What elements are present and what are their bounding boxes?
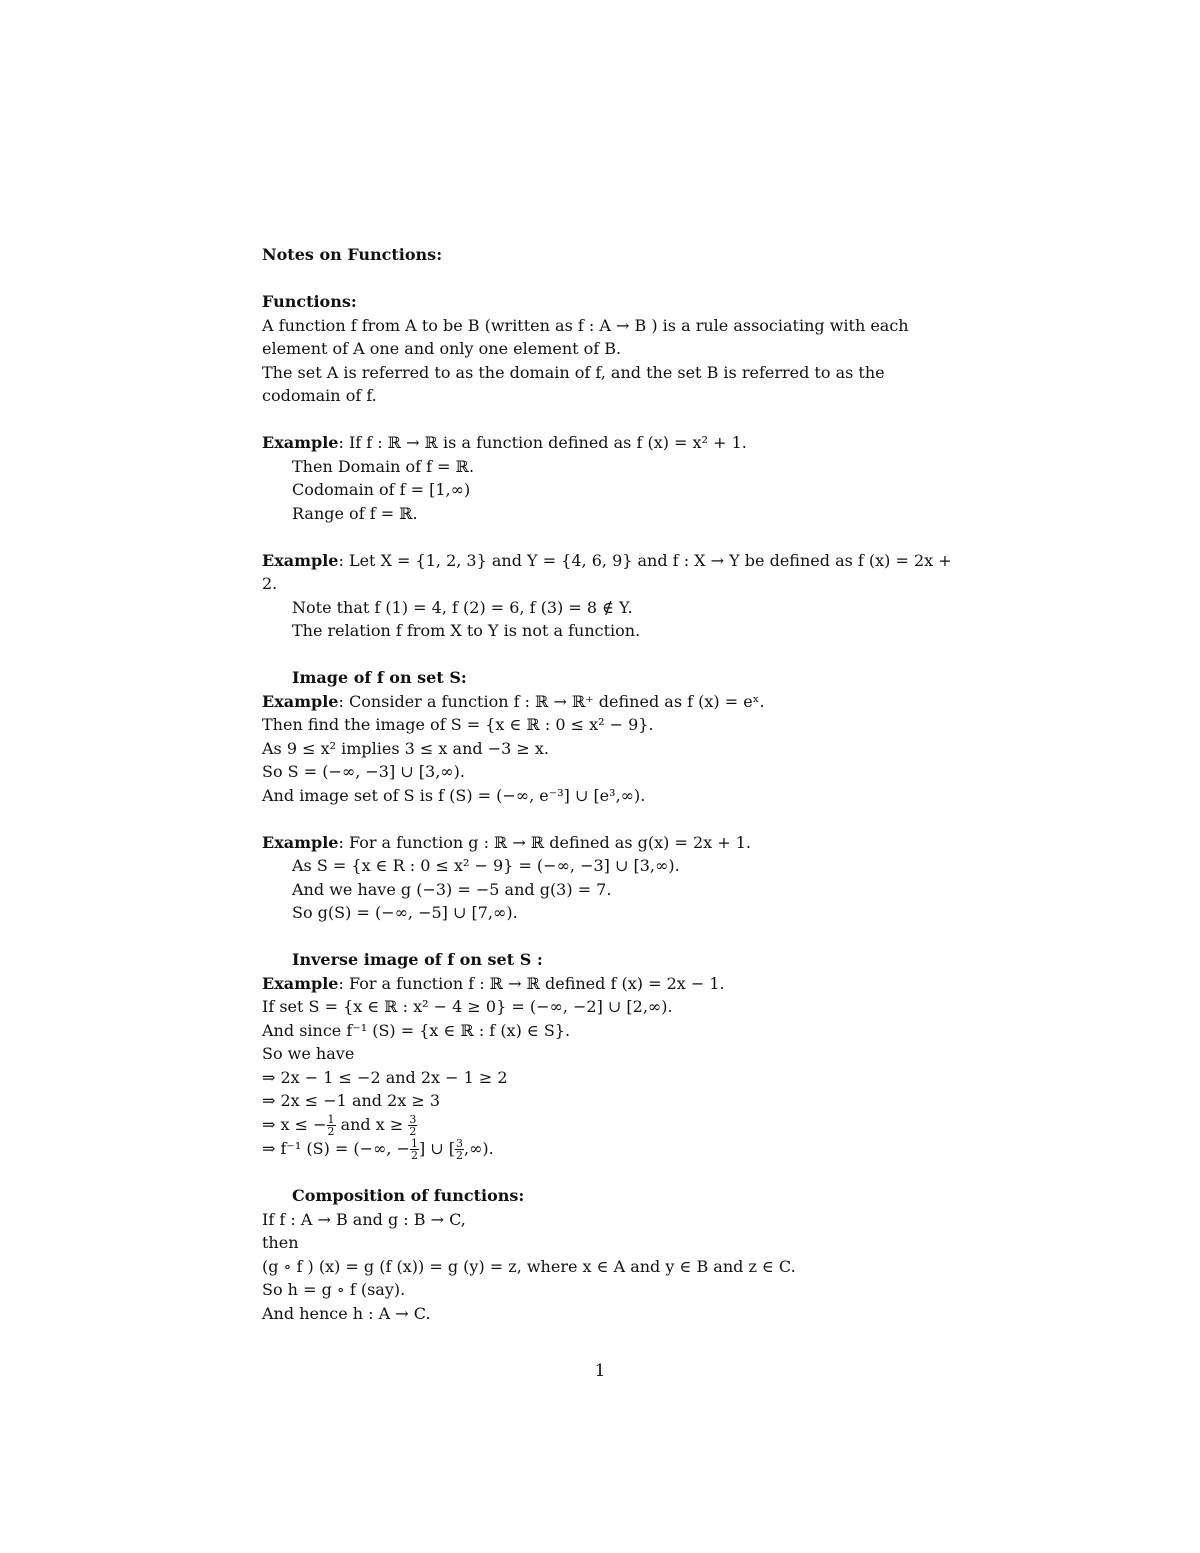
fraction-line-middle: ] ∪ [	[418, 1138, 455, 1158]
example-1-statement	[262, 431, 952, 455]
example-1	[262, 431, 952, 525]
document-page	[262, 243, 952, 1325]
image-section-line: Then find the image of S = {x ∈ ℝ : 0 ≤ x² − 9}.	[262, 715, 654, 734]
fraction-line-prefix: ⇒ f⁻¹ (S) = (−∞, −	[262, 1138, 410, 1158]
image-section-line: And image set of S is f (S) = (−∞, e⁻³] ∪ [e³,∞).	[262, 785, 646, 805]
image-section-line: As 9 ≤ x² implies 3 ≤ x and −3 ≥ x.	[262, 738, 549, 758]
example-1-line: Range of f = ℝ.	[292, 503, 418, 523]
fraction-numerator: 3	[456, 1136, 463, 1150]
page-number: 1	[594, 1361, 606, 1381]
composition-section	[262, 1184, 952, 1325]
example-4-statement	[262, 831, 952, 855]
inverse-result-line	[262, 1137, 952, 1161]
fraction-denominator: 2	[456, 1148, 463, 1162]
example-label: Example	[262, 550, 339, 570]
composition-line: If f : A → B and g : B → C,	[262, 1209, 466, 1229]
composition-line: So h = g ∘ f (say).	[262, 1280, 406, 1299]
example-label: Example	[262, 691, 339, 711]
spacer	[262, 807, 952, 831]
fraction-numerator: 1	[410, 1136, 418, 1150]
inverse-line: ⇒ 2x − 1 ≤ −2 and 2x − 1 ≥ 2	[262, 1067, 508, 1087]
inverse-fraction-line	[262, 1113, 952, 1137]
spacer	[262, 525, 952, 549]
composition-line: (g ∘ f ) (x) = g (f (x)) = g (y) = z, where x ∈ A and y ∈ B and z ∈ C.	[262, 1256, 796, 1276]
inverse-line: So we have	[262, 1044, 355, 1063]
example-1-line: Codomain of f = [1,∞)	[292, 480, 471, 499]
example-2-line: The relation f from X to Y is not a function.	[292, 621, 641, 640]
image-example-statement	[262, 690, 952, 714]
inverse-example-text: : For a function f : ℝ → ℝ defined f (x) = 2x − 1.	[338, 973, 725, 993]
inverse-line: And since f⁻¹ (S) = {x ∈ ℝ : f (x) ∈ S}.	[262, 1020, 571, 1040]
example-label: Example	[262, 832, 339, 852]
composition-heading: Composition of functions:	[292, 1186, 525, 1205]
image-example-text: : Consider a function f : ℝ → ℝ⁺ defined as f (x) = eˣ.	[338, 691, 765, 711]
example-1-line: Then Domain of f = ℝ.	[292, 456, 475, 476]
inverse-example-statement	[262, 972, 952, 996]
example-4-line: So g(S) = (−∞, −5] ∪ [7,∞).	[292, 903, 518, 922]
example-4-line: And we have g (−3) = −5 and g(3) = 7.	[292, 879, 612, 899]
fraction	[408, 1114, 417, 1137]
inverse-line: If set S = {x ∈ ℝ : x² − 4 ≥ 0} = (−∞, −2] ∪ [2,∞).	[262, 997, 673, 1016]
fraction-line-middle: and x ≥	[335, 1114, 409, 1134]
example-label: Example	[262, 433, 339, 452]
spacer	[262, 925, 952, 949]
inverse-image-section	[262, 948, 952, 1161]
fraction-denominator: 2	[327, 1124, 335, 1138]
fraction-denominator: 2	[410, 1148, 418, 1162]
fraction-numerator: 1	[327, 1112, 335, 1126]
fraction-line-prefix: ⇒ x ≤ −	[262, 1114, 327, 1134]
image-section	[262, 666, 952, 807]
spacer	[262, 408, 952, 432]
fraction	[410, 1138, 419, 1161]
functions-definition: A function f from A to be B (written as f : A → B ) is a rule associating with each element of A one and only one element of B.	[262, 315, 909, 358]
fraction-denominator: 2	[409, 1124, 417, 1138]
spacer	[262, 1161, 952, 1185]
spacer	[262, 643, 952, 667]
inverse-line: ⇒ 2x ≤ −1 and 2x ≥ 3	[262, 1091, 441, 1110]
fraction-line-suffix: ,∞).	[464, 1138, 494, 1158]
composition-line: And hence h : A → C.	[262, 1303, 431, 1323]
example-1-text: : If f : ℝ → ℝ is a function defined as f (x) = x² + 1.	[338, 433, 747, 452]
fraction	[455, 1138, 464, 1161]
example-4-line: As S = {x ∈ R : 0 ≤ x² − 9} = (−∞, −3] ∪ [3,∞).	[292, 856, 680, 875]
image-section-line: So S = (−∞, −3] ∪ [3,∞).	[262, 762, 465, 781]
image-section-heading: Image of f on set S:	[292, 668, 467, 687]
domain-codomain-note: The set A is referred to as the domain of f, and the set B is referred to as the codomain of f.	[262, 362, 885, 405]
example-label: Example	[262, 973, 339, 993]
example-2-statement	[262, 549, 952, 596]
functions-section	[262, 290, 952, 408]
example-2-text: : Let X = {1, 2, 3} and Y = {4, 6, 9} and f : X → Y be defined as f (x) = 2x + 2.	[262, 550, 952, 593]
composition-line: then	[262, 1233, 299, 1252]
example-4-text: : For a function g : ℝ → ℝ defined as g(x) = 2x + 1.	[338, 832, 751, 852]
spacer	[262, 267, 952, 291]
document-title: Notes on Functions:	[262, 245, 443, 264]
example-4	[262, 831, 952, 925]
fraction	[327, 1114, 336, 1137]
fraction-numerator: 3	[409, 1112, 417, 1126]
example-2	[262, 549, 952, 643]
functions-heading: Functions:	[262, 292, 357, 311]
example-2-line: Note that f (1) = 4, f (2) = 6, f (3) = 8 ∉ Y.	[292, 597, 633, 617]
inverse-image-heading: Inverse image of f on set S :	[292, 950, 543, 969]
